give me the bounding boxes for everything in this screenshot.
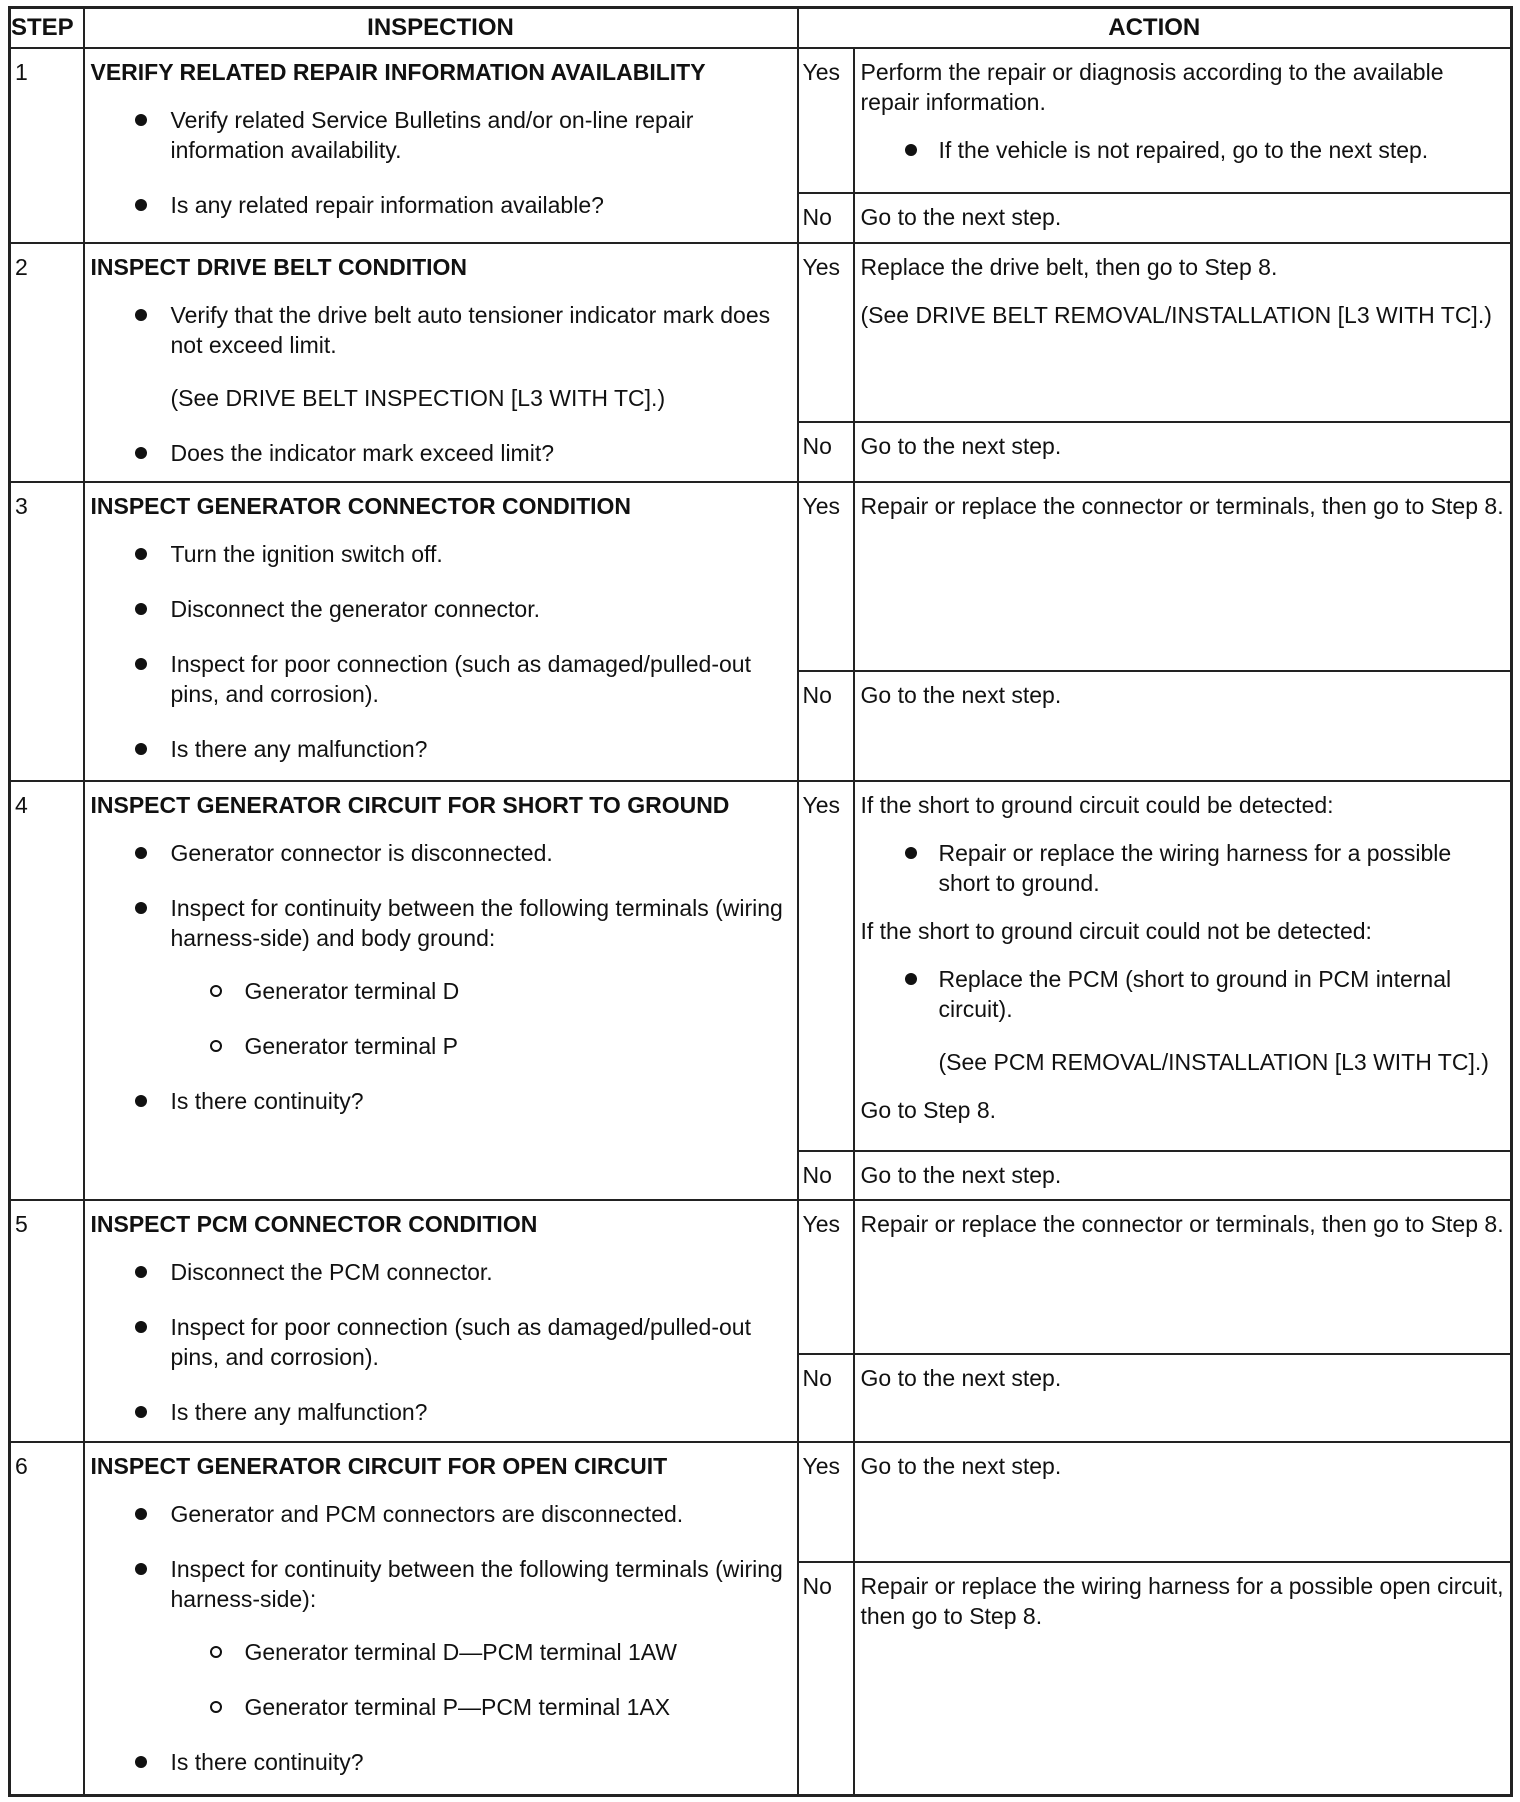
inspection-page xyxy=(8,6,1510,1797)
step-title: INSPECT GENERATOR CIRCUIT FOR SHORT TO GROUND xyxy=(90,791,730,818)
yes-label: Yes xyxy=(798,781,854,1151)
bullet-item: Is there any malfunction? xyxy=(91,734,791,764)
yes-action xyxy=(854,243,1512,422)
yes-action: Repair or replace the connector or terminals, then go to Step 8. xyxy=(854,482,1512,671)
table-row xyxy=(10,1442,1512,1562)
bullet-item: Does the indicator mark exceed limit? xyxy=(91,438,791,468)
sub-bullet-item: Generator terminal D xyxy=(171,976,791,1006)
step-title: INSPECT DRIVE BELT CONDITION xyxy=(90,254,468,281)
bullet-item: Generator connector is disconnected. xyxy=(91,838,791,868)
reference-note: (See PCM REMOVAL/INSTALLATION [L3 WITH TC].) xyxy=(938,1048,1489,1075)
bullet-item: Turn the ignition switch off. xyxy=(91,539,791,569)
reference-note: (See DRIVE BELT INSPECTION [L3 WITH TC].) xyxy=(170,385,666,412)
inspection-cell xyxy=(84,48,798,243)
action-bullet: If the vehicle is not repaired, go to the next step. xyxy=(861,135,1505,165)
table-row xyxy=(10,243,1512,422)
bullet-text: Inspect for continuity between the following terminals (wiring harness-side): xyxy=(170,1555,783,1612)
bullet-item: Is any related repair information available? xyxy=(91,190,791,220)
action-bullet: Repair or replace the wiring harness for a possible short to ground. xyxy=(861,838,1505,898)
step-number: 4 xyxy=(10,781,84,1201)
yes-label: Yes xyxy=(798,48,854,193)
sub-bullet-item: Generator terminal P—PCM terminal 1AX xyxy=(171,1692,791,1722)
no-action: Go to the next step. xyxy=(854,422,1512,482)
yes-label: Yes xyxy=(798,1442,854,1562)
bullet-item: Disconnect the generator connector. xyxy=(91,594,791,624)
no-label: No xyxy=(798,1151,854,1201)
table-row xyxy=(10,482,1512,671)
step-title: INSPECT GENERATOR CONNECTOR CONDITION xyxy=(90,493,632,520)
yes-label: Yes xyxy=(798,243,854,422)
no-label: No xyxy=(798,422,854,482)
bullet-item: Verify related Service Bulletins and/or on-line repair information availability. xyxy=(91,105,791,165)
inspection-cell xyxy=(84,781,798,1201)
step-number: 6 xyxy=(10,1442,84,1796)
bullet-item: Is there continuity? xyxy=(91,1747,791,1777)
inspection-cell xyxy=(84,1442,798,1796)
step-number: 2 xyxy=(10,243,84,482)
yes-action: Go to the next step. xyxy=(854,1442,1512,1562)
inspection-cell xyxy=(84,243,798,482)
step-title: VERIFY RELATED REPAIR INFORMATION AVAILABILITY xyxy=(90,59,706,85)
bullet-text: Replace the PCM (short to ground in PCM internal circuit). xyxy=(938,965,1452,1022)
header-action: ACTION xyxy=(798,8,1512,49)
bullet-item xyxy=(91,893,791,1061)
bullet-item: Is there continuity? xyxy=(91,1086,791,1116)
no-label: No xyxy=(798,1354,854,1442)
inspection-cell xyxy=(84,482,798,780)
bullet-item xyxy=(91,300,791,413)
no-label: No xyxy=(798,193,854,243)
action-text: If the short to ground circuit could be detected: xyxy=(860,791,1334,818)
bullet-text: Verify that the drive belt auto tensioner indicator mark does not exceed limit. xyxy=(170,302,771,359)
no-action: Go to the next step. xyxy=(854,1354,1512,1442)
header-inspection: INSPECTION xyxy=(84,8,798,49)
inspection-cell xyxy=(84,1200,798,1441)
action-bullet xyxy=(861,964,1505,1077)
bullet-text: Inspect for continuity between the following terminals (wiring harness-side) and body ground: xyxy=(170,894,783,951)
table-row xyxy=(10,781,1512,1151)
reference-note: (See DRIVE BELT REMOVAL/INSTALLATION [L3 WITH TC].) xyxy=(860,302,1492,329)
yes-action: Repair or replace the connector or terminals, then go to Step 8. xyxy=(854,1200,1512,1353)
no-action: Go to the next step. xyxy=(854,671,1512,780)
bullet-item: Disconnect the PCM connector. xyxy=(91,1257,791,1287)
bullet-item: Inspect for poor connection (such as damaged/pulled-out pins, and corrosion). xyxy=(91,649,791,709)
diagnostic-table xyxy=(8,6,1513,1797)
action-text: If the short to ground circuit could not be detected: xyxy=(860,917,1372,944)
yes-label: Yes xyxy=(798,1200,854,1353)
yes-action xyxy=(854,48,1512,193)
action-text: Replace the drive belt, then go to Step 8. xyxy=(860,254,1278,281)
action-text: Perform the repair or diagnosis according to the available repair information. xyxy=(860,59,1444,115)
yes-label: Yes xyxy=(798,482,854,671)
no-action: Repair or replace the wiring harness for a possible open circuit, then go to Step 8. xyxy=(854,1562,1512,1796)
step-number: 1 xyxy=(10,48,84,243)
sub-bullet-item: Generator terminal D—PCM terminal 1AW xyxy=(171,1637,791,1667)
step-title: INSPECT PCM CONNECTOR CONDITION xyxy=(90,1211,538,1238)
bullet-item: Generator and PCM connectors are disconnected. xyxy=(91,1499,791,1529)
action-text: Go to Step 8. xyxy=(860,1096,997,1123)
step-title: INSPECT GENERATOR CIRCUIT FOR OPEN CIRCUIT xyxy=(90,1452,668,1479)
step-number: 3 xyxy=(10,482,84,780)
step-number: 5 xyxy=(10,1200,84,1441)
header-step: STEP xyxy=(10,8,84,49)
no-label: No xyxy=(798,1562,854,1796)
no-action: Go to the next step. xyxy=(854,1151,1512,1201)
yes-action xyxy=(854,781,1512,1151)
bullet-item xyxy=(91,1554,791,1722)
no-action: Go to the next step. xyxy=(854,193,1512,243)
no-label: No xyxy=(798,671,854,780)
table-row xyxy=(10,1200,1512,1353)
bullet-item: Inspect for poor connection (such as damaged/pulled-out pins, and corrosion). xyxy=(91,1312,791,1372)
bullet-item: Is there any malfunction? xyxy=(91,1397,791,1427)
sub-bullet-item: Generator terminal P xyxy=(171,1031,791,1061)
table-row xyxy=(10,48,1512,193)
header-row xyxy=(10,8,1512,49)
